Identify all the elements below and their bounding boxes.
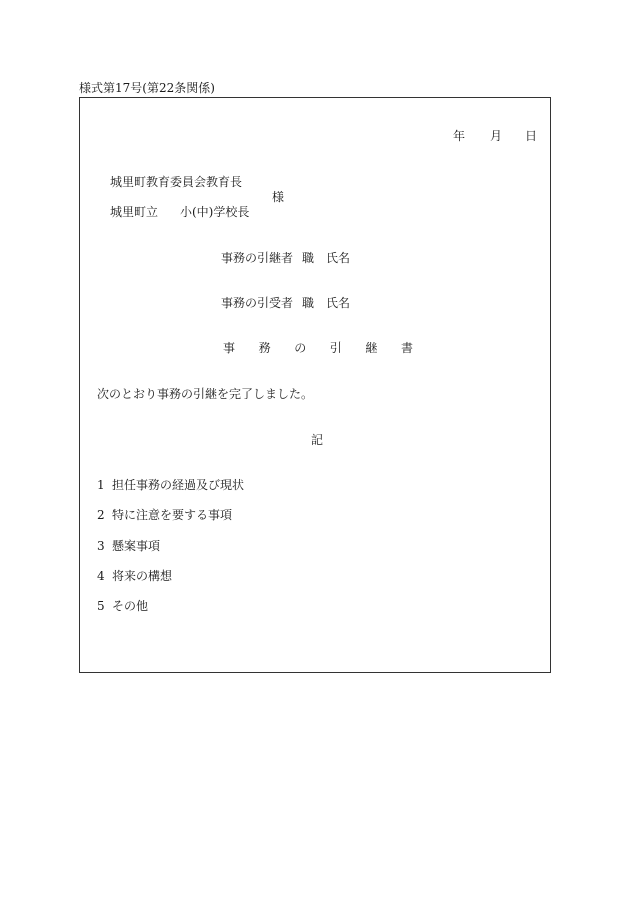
item-number: 3: [97, 539, 105, 553]
item-label: 特に注意を要する事項: [112, 508, 233, 522]
title-char: 継: [365, 341, 378, 355]
list-item: [97, 508, 232, 522]
title-char: 事: [223, 341, 236, 355]
list-item: [97, 569, 172, 583]
list-item: [97, 599, 148, 613]
title-char: 書: [400, 341, 413, 355]
title-char: 引: [329, 341, 342, 355]
addressee-honorific: 様: [272, 190, 285, 204]
transferee-label: 事務の引受者: [221, 296, 294, 310]
addressee-line-2-school: 小(中)学校長: [180, 205, 250, 219]
item-label: 懸案事項: [112, 539, 161, 553]
item-number: 2: [97, 508, 105, 522]
transferor-name-label: 職 氏名: [302, 251, 351, 265]
form-number: 様式第17号(第22条関係): [79, 81, 215, 95]
item-label: 将来の構想: [112, 569, 173, 583]
ki-heading: 記: [311, 433, 324, 447]
date-day-label: 日: [525, 129, 538, 143]
list-item: [97, 539, 160, 553]
item-number: 5: [97, 599, 105, 613]
title-char: の: [294, 341, 307, 355]
item-number: 4: [97, 569, 105, 583]
date-year-label: 年: [453, 129, 466, 143]
transferor-label: 事務の引継者: [221, 251, 294, 265]
transferee-name-label: 職 氏名: [302, 296, 351, 310]
statement-text: 次のとおり事務の引継を完了しました。: [97, 387, 314, 401]
list-item: [97, 478, 244, 492]
document-title: [223, 341, 413, 355]
addressee-line-2-prefix: 城里町立: [110, 205, 159, 219]
date-month-label: 月: [490, 129, 503, 143]
addressee-line-1: 城里町教育委員会教育長: [110, 175, 243, 189]
item-label: その他: [112, 599, 149, 613]
item-number: 1: [97, 478, 105, 492]
title-char: 務: [258, 341, 271, 355]
item-label: 担任事務の経過及び現状: [112, 478, 245, 492]
document-frame: [79, 97, 551, 673]
